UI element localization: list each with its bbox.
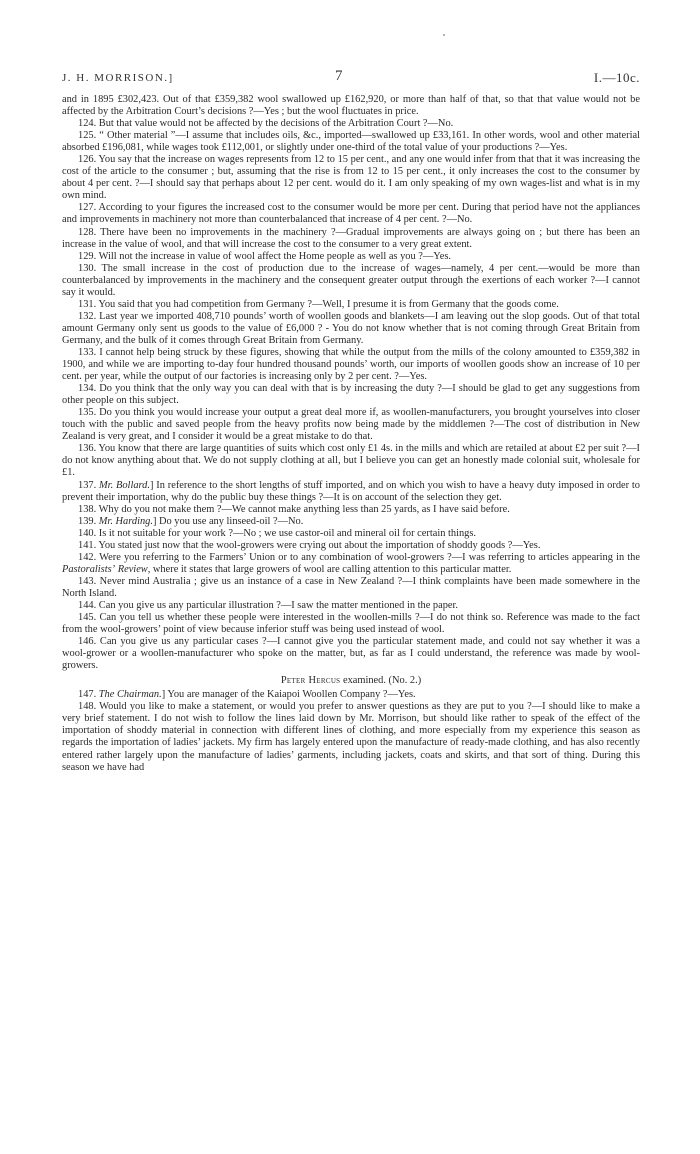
header-witness-name: J. H. MORRISON.]: [62, 72, 174, 84]
paragraph-147: 147. The Chairman.] You are manager of the Kaiapoi Woollen Company ?—Yes.: [78, 689, 416, 701]
paragraph-138: 138. Why do you not make them ?—We cannot make anything less than 25 yards, as I have said before.: [78, 503, 510, 515]
paragraph: and in 1895 £302,423. Out of that £359,382 wool swallowed up £162,920, or more than half of that, so that that value would not be affected by the Arbitration Court’s decisions ?—Yes ; but the wool fluctuates in price.: [62, 94, 640, 118]
paragraph-130: 130. The small increase in the cost of production due to the increase of wages—namely, 4 per cent.—would be more than counterbalanced by improvements in the machinery and the consequent greater output through the exertions of each worker ?—I cannot say it would.: [62, 262, 640, 298]
paragraph-141: 141. You stated just now that the wool-growers were crying out about the importation of shoddy goods ?—Yes.: [78, 539, 541, 551]
paragraph-132: 132. Last year we imported 408,710 pounds’ worth of woollen goods and blankets—I am leaving out the slop goods. Out of that total amount Germany only sent us goods to the value of £6,000 ? - You do not know whether that is not coming through Great Britain from Germany, and the bulk of it comes through Great Britain from Germany.: [62, 310, 640, 346]
paragraph-126: 126. You say that the increase on wages represents from 12 to 15 per cent., and any one would infer from that that it was increasing the cost of the article to the consumer ; but, assuming that the rise is from 12 to 15 per cent., it only increases the cost to the consumer by about 4 per cent. ?—I should say that perhaps about 12 per cent. would do it. I am only speaking of my own wages-list and what is in my own mind.: [62, 154, 640, 202]
paragraph-142: 142. Were you referring to the Farmers’ Union or to any combination of wool-growers ?—I was referring to articles appearing in the Pastoralists’ Review, where it states that large growers of wool are calling attention to this particular matter.: [62, 551, 640, 575]
paragraph-134: 134. Do you think that the only way you can deal with that is by increasing the duty ?—I should be glad to get any suggestions from other people on this subject.: [62, 383, 640, 407]
paragraph-133: 133. I cannot help being struck by these figures, showing that while the output from the mills of the colony amounted to £359,382 in 1900, and while we are importing to-day four hundred thousand pounds’ worth, our imports of woollen goods show an increase of 10 per cent. per year, while the output of our factories is increasing only by 2 per cent. ?—Yes.: [62, 346, 640, 383]
paragraph-136: 136. You know that there are large quantities of suits which cost only £1 4s. in the mills and which are retailed at about £2 per suit ?—I do not know anything about that. We do not supply clothing at all, but I believe you can get an honestly made colonial suit, wholesale for £1.: [62, 443, 640, 479]
paragraph-140: 140. Is it not suitable for your work ?—No ; we use castor-oil and mineral oil for certain things.: [78, 527, 477, 539]
paragraph-139: 139. Mr. Harding.] Do you use any linseed-oil ?—No.: [78, 515, 304, 527]
paragraph-129: 129. Will not the increase in value of wool affect the Home people as well as you ?—Yes.: [78, 250, 451, 262]
paper-reference: I.—10c.: [593, 70, 640, 85]
paragraph-125: 125. “ Other material ”—I assume that includes oils, &c., imported—swallowed up £33,161. In other words, wool and other material absorbed £196,081, while wages took £112,001, or slightly under one-third of the total value of your productions ?—Yes.: [62, 130, 640, 154]
paragraph-144: 144. Can you give us any particular illustration ?—I saw the matter mentioned in the paper.: [78, 599, 459, 611]
paragraph-128: 128. There have been no improvements in the machinery ?—Gradual improvements are always going on ; but there has been an increase in the value of wool, and that will increase the cost to the consumer to a very great extent.: [62, 226, 640, 250]
body-text: [62, 94, 640, 774]
paragraph-146: 146. Can you give us any particular cases ?—I cannot give you the particular statement made, and could not say whether it was a wool-grower or a woollen-manufacturer who spoke on the matter, but, as far as I could understand, the reference was made by wool-growers.: [62, 636, 640, 672]
paragraph-143: 143. Never mind Australia ; give us an instance of a case in New Zealand ?—I think complaints have been made somewhere in the North Island.: [62, 575, 640, 599]
witness-name: Peter Hercus: [280, 675, 341, 687]
paragraph-145: 145. Can you tell us whether these people were interested in the woollen-mills ?—I do not think so. Reference was made to the fact from the wool-growers’ point of view because inferior stuff was being used instead of wool.: [62, 612, 640, 636]
paragraph-148: 148. Would you like to make a statement, or would you prefer to answer questions as they are put to you ?—I should like to make a very brief statement. I do not wish to follow the lines laid down by Mr. Morrison, but should like rather to speak of the effect of the importation of shoddy material in connection with different lines of clothing, and more especially from my experience this season as regards the importation of ladies’ jackets. My firm has largely entered upon the manufacture of ready-made clothing, and has also recently entered rather largely upon the manufacture of ladies’ garments, including jackets, coats and skirts, and that sort of thing. During this season we have had: [62, 701, 640, 773]
page-number: 7: [335, 68, 343, 84]
section-heading: [62, 675, 640, 687]
paragraph-137: 137. Mr. Bollard.] In reference to the short lengths of stuff imported, and on which you wish to have a heavy duty imposed in order to prevent their importation, why do the public buy these things ?—It is on account of the selection they get.: [62, 479, 641, 503]
paragraph-135: 135. Do you think you would increase your output a great deal more if, as woollen-manufacturers, you brought yourselves into closer touch with the public and saved people from the heavy profits now being made by the middlemen ?—The cost of distribution in New Zealand is very great, and I consider it would be a great mistake to do that.: [62, 407, 640, 443]
scan-speck: [443, 34, 445, 36]
page-header: [62, 70, 640, 88]
paragraph-124: 124. But that value would not be affected by the decisions of the Arbitration Court ?—No.: [78, 118, 454, 130]
section-heading-rest: examined. (No. 2.): [340, 675, 422, 687]
paragraph-127: 127. According to your figures the increased cost to the consumer would be more per cent. During that period have not the appliances and improvements in machinery not more than counterbalanced that increase of 4 per cent. ?—No.: [62, 202, 640, 226]
paragraph-131: 131. You said that you had competition from Germany ?—Well, I presume it is from Germany that the goods come.: [78, 298, 559, 310]
